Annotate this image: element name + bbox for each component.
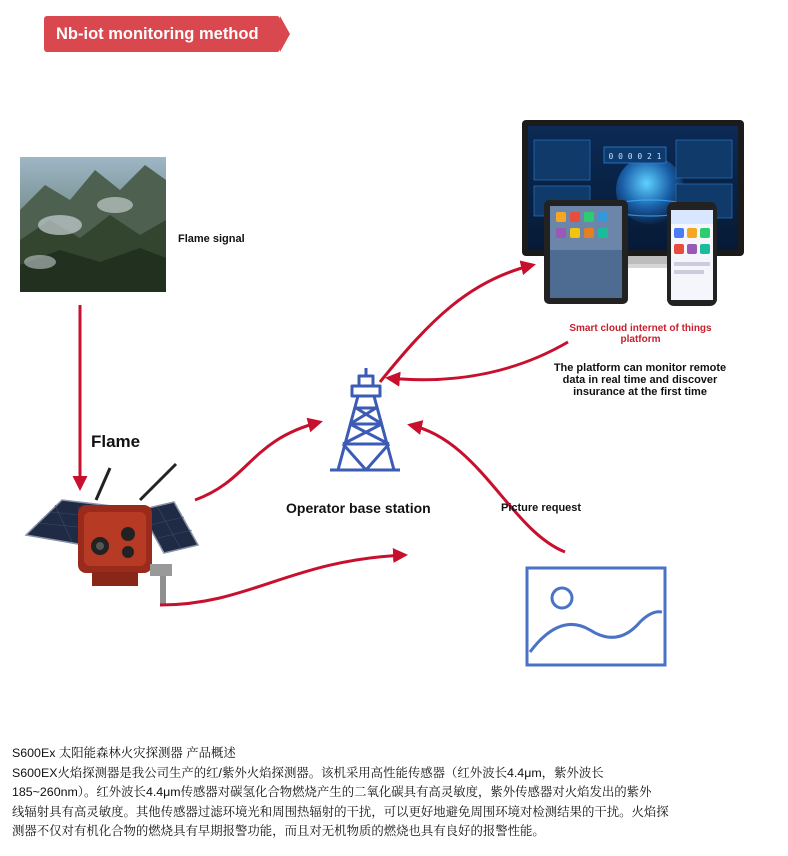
arrows <box>80 265 568 605</box>
arrow-image-to-tower <box>410 425 565 552</box>
devices-mockup <box>522 120 744 306</box>
flame-detector-device <box>26 464 198 606</box>
dashboard-counter: 0 0 0 0 2 1 <box>608 152 662 161</box>
arrow-tower-to-platform <box>380 265 533 382</box>
platform-desc-line3: insurance at the first time <box>573 386 707 398</box>
flame-signal-label: Flame signal <box>178 233 245 245</box>
description-line: 测器不仅对有机化合物的燃烧具有早期报警功能，而且对无机物质的燃烧也具有良好的报警性能。 <box>12 824 545 838</box>
picture-request-label: Picture request <box>501 502 582 514</box>
platform-desc-line2: data in real time and discover <box>562 374 718 386</box>
mountain-fire-photo <box>20 157 166 292</box>
arrow-device-to-tower <box>195 422 320 500</box>
description-heading: S600Ex 太阳能森林火灾探测器 产品概述 <box>12 746 236 760</box>
description-line: 线辐射具有高灵敏度。其他传感器过滤环境光和周围热辐射的干扰，可以更好地避免周围环境对检测结果的干扰。火焰探 <box>12 804 669 819</box>
title-text: Nb-iot monitoring method <box>56 25 259 43</box>
flame-label: Flame <box>91 432 141 451</box>
description-line: S600EX火焰探测器是我公司生产的红/紫外火焰探测器。该机采用高性能传感器（红外波长4.4μm，紫外波长 <box>12 765 604 780</box>
platform-title-line2: platform <box>620 334 661 345</box>
product-description <box>12 744 776 842</box>
description-line: 185~260nm）。红外波长4.4μm传感器对碳氢化合物燃烧产生的二氧化碳具有高灵敏度，紫外传感器对火焰发出的紫外 <box>12 785 652 799</box>
platform-desc-line1: The platform can monitor remote <box>553 362 727 374</box>
platform-description <box>540 362 740 398</box>
cell-tower-icon <box>330 368 400 470</box>
platform-title <box>553 323 728 345</box>
platform-title-line1: Smart cloud internet of things <box>569 323 712 334</box>
image-placeholder-icon <box>527 568 665 665</box>
operator-base-station-label: Operator base station <box>286 500 431 516</box>
arrow-device-to-image <box>160 555 405 605</box>
